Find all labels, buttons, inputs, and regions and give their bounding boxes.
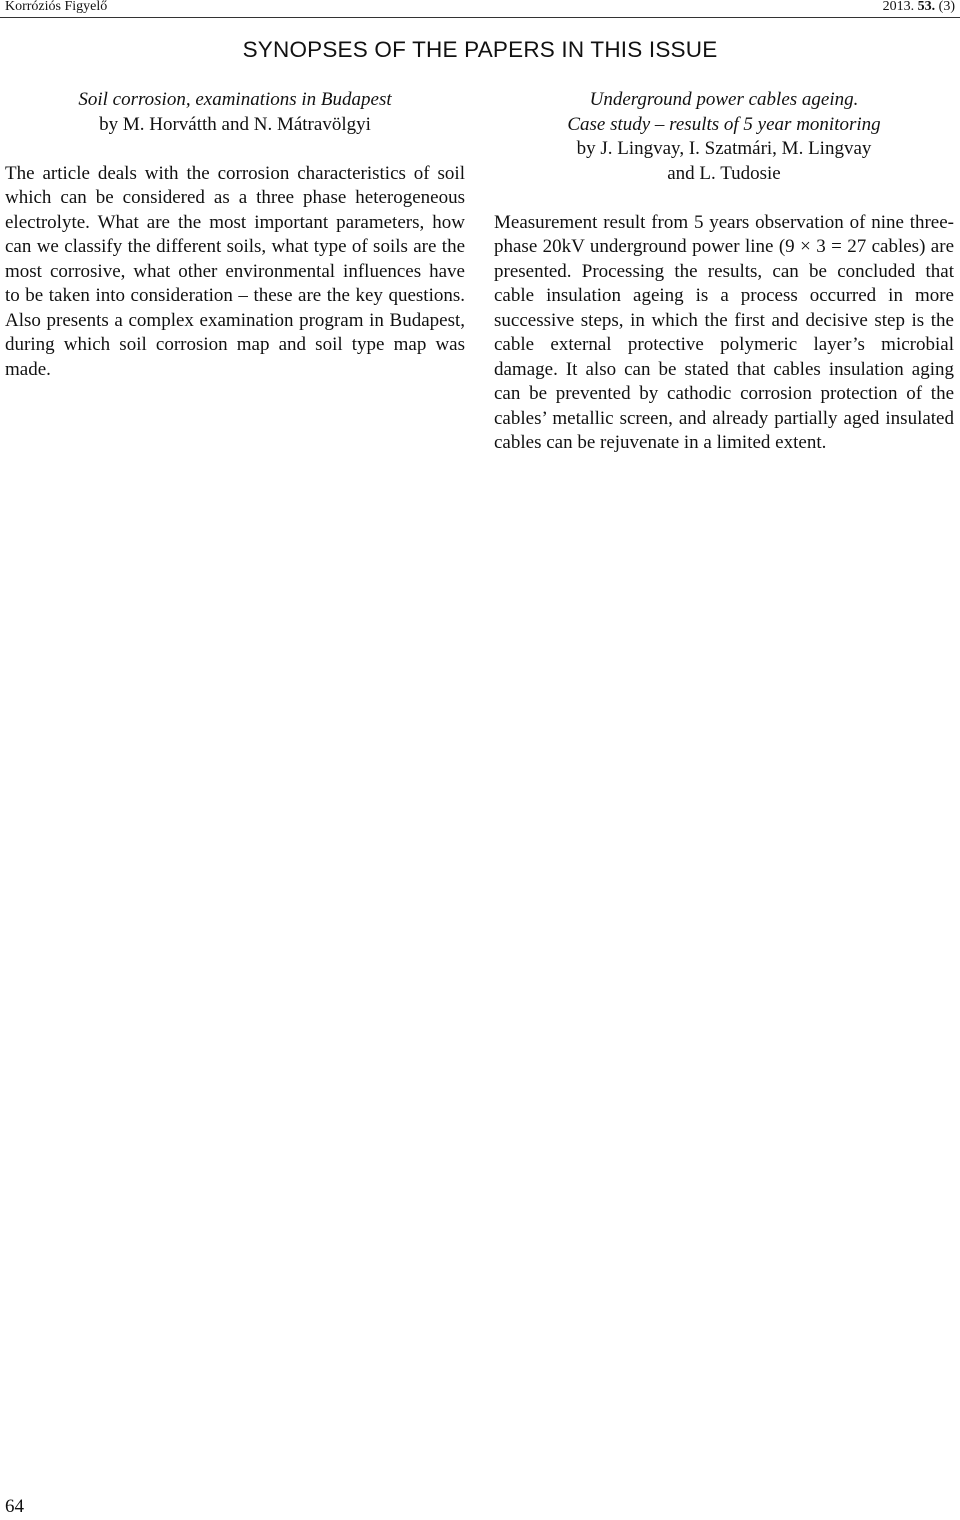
journal-name: Korróziós Figyelő bbox=[5, 0, 108, 14]
article-abstract: Measurement result from 5 years observation of nine three-phase 20kV underground power line (9 × 3 = 27 cables) are presented. Processing the results, can be concluded that cable insulation ageing is a process occurred in more successive steps, in which the first and decisive step is the cable external protective polymeric layer’s microbial damage. It also can be stated that cables insulation aging can be prevented by cathodic corrosion protection of the cables’ metallic screen, and already partially aged insulated cables can be rejuvenate in a limited extent. bbox=[494, 211, 954, 453]
article-authors bbox=[494, 137, 954, 186]
article-title-line-1: Underground power cables ageing. bbox=[589, 89, 859, 110]
issue-number: (3) bbox=[938, 0, 955, 14]
article-power-cables bbox=[494, 88, 954, 475]
article-authors-line-1: by J. Lingvay, I. Szatmári, M. Lingvay bbox=[576, 138, 872, 159]
issue-info bbox=[883, 0, 955, 14]
article-authors-line-2: and L. Tudosie bbox=[667, 162, 781, 184]
page-number: 64 bbox=[5, 1496, 24, 1517]
page-title: SYNOPSES OF THE PAPERS IN THIS ISSUE bbox=[242, 37, 718, 62]
article-authors: by M. Horvátth and N. Mátravölgyi bbox=[99, 113, 371, 135]
running-header bbox=[0, 0, 960, 18]
issue-volume: 53. bbox=[917, 0, 936, 14]
article-soil-corrosion bbox=[5, 88, 465, 401]
article-abstract: The article deals with the corrosion characteristics of soil which can be considered as a three phase heterogeneous electrolyte. What are the most important parameters, how can we classify the different soils, what type of soils are the most corrosive, what other environmental influences have to be taken into consideration – these are the key questions. Also presents a complex examination program in Budapest, during which soil corrosion map and soil type map was made. bbox=[5, 162, 465, 380]
article-title bbox=[494, 88, 954, 137]
article-title-line-2: Case study – results of 5 year monitoring bbox=[567, 113, 881, 135]
issue-year: 2013. bbox=[882, 0, 915, 14]
article-title: Soil corrosion, examinations in Budapest bbox=[78, 89, 392, 110]
